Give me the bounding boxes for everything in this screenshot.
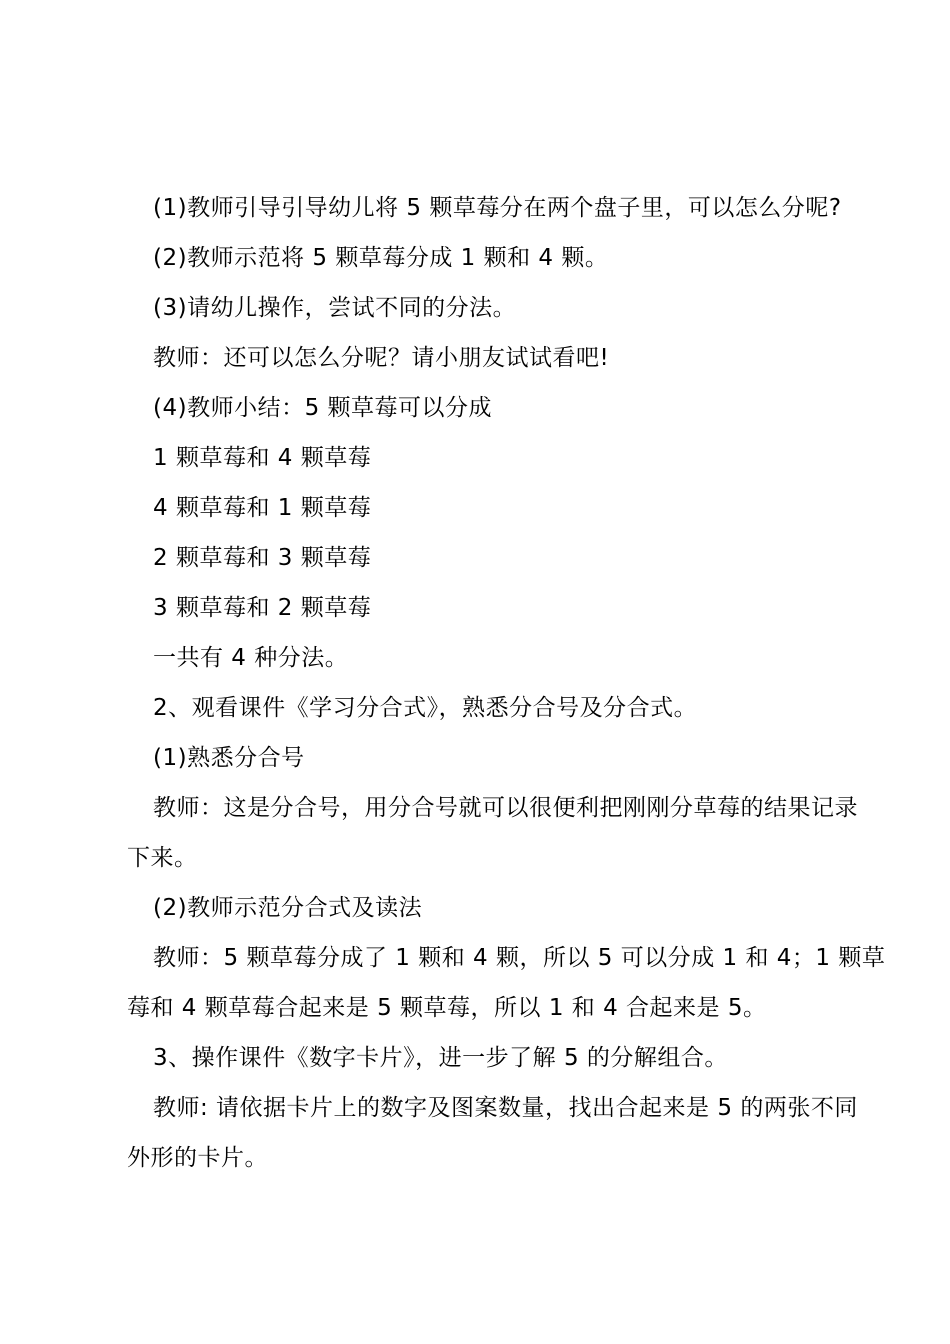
paragraph-line-13: 教师：这是分合号，用分合号就可以很便利把刚刚分草莓的结果记录 xyxy=(153,795,858,821)
paragraph-line-20: 外形的卡片。 xyxy=(127,1145,268,1171)
paragraph-line-16: 教师：5 颗草莓分成了 1 颗和 4 颗，所以 5 可以分成 1 和 4；1 颗草 xyxy=(153,945,886,971)
paragraph-line-2: (2)教师示范将 5 颗草莓分成 1 颗和 4 颗。 xyxy=(153,245,609,271)
paragraph-line-11: 2、观看课件《学习分合式》，熟悉分合号及分合式。 xyxy=(153,695,698,721)
paragraph-line-5: (4)教师小结：5 颗草莓可以分成 xyxy=(153,395,493,421)
paragraph-line-3: (3)请幼儿操作，尝试不同的分法。 xyxy=(153,295,517,321)
paragraph-line-1: (1)教师引导引导幼儿将 5 颗草莓分在两个盘子里，可以怎么分呢? xyxy=(153,195,842,221)
paragraph-line-4: 教师：还可以怎么分呢？请小朋友试试看吧! xyxy=(153,345,610,371)
paragraph-line-18: 3、操作课件《数字卡片》，进一步了解 5 的分解组合。 xyxy=(153,1045,728,1071)
paragraph-line-19: 教师: 请依据卡片上的数字及图案数量，找出合起来是 5 的两张不同 xyxy=(153,1095,858,1121)
paragraph-line-17: 莓和 4 颗草莓合起来是 5 颗草莓，所以 1 和 4 合起来是 5。 xyxy=(127,995,767,1021)
paragraph-line-9: 3 颗草莓和 2 颗草莓 xyxy=(153,595,372,621)
paragraph-line-15: (2)教师示范分合式及读法 xyxy=(153,895,423,921)
paragraph-line-14: 下来。 xyxy=(127,845,198,871)
paragraph-line-12: (1)熟悉分合号 xyxy=(153,745,305,771)
paragraph-line-7: 4 颗草莓和 1 颗草莓 xyxy=(153,495,372,521)
paragraph-line-8: 2 颗草莓和 3 颗草莓 xyxy=(153,545,372,571)
paragraph-line-10: 一共有 4 种分法。 xyxy=(153,645,349,671)
document-page xyxy=(127,183,917,1183)
paragraph-line-6: 1 颗草莓和 4 颗草莓 xyxy=(153,445,372,471)
